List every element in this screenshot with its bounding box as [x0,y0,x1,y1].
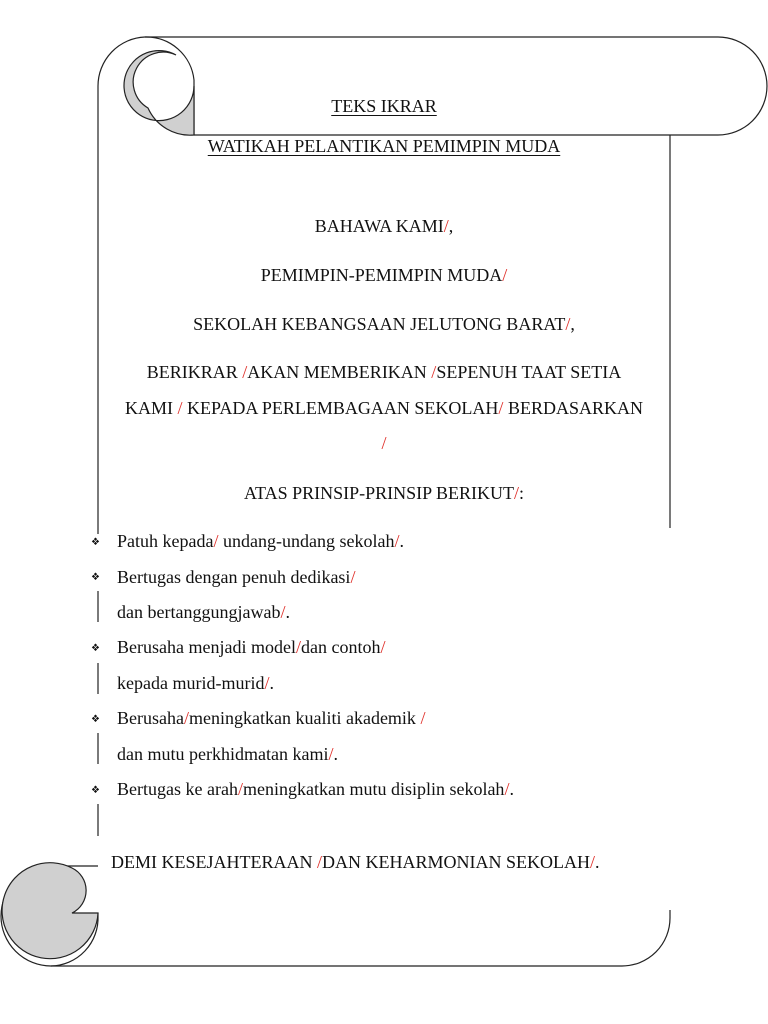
list-item [117,566,355,588]
pause-slash: / [213,531,219,551]
text-segment: dan mutu perkhidmatan kami [117,744,329,764]
pause-slash: / [565,314,571,334]
text-segment: BAHAWA KAMI [314,216,444,236]
pause-slash: / [381,433,387,453]
text-segment: undang-undang sekolah [218,531,395,551]
text-segment: AKAN MEMBERIKAN [247,362,432,382]
text-segment: DEMI KESEJAHTERAAN [111,852,317,872]
bullet-icon: ❖ [91,643,100,654]
text-segment: Berusaha [117,708,184,728]
list-item-continuation [117,743,338,765]
text-segment: Patuh kepada [117,531,214,551]
pledge-line [315,215,454,237]
text-segment: meningkatkan mutu disiplin sekolah [242,779,505,799]
pause-slash: / [502,265,508,285]
bullet-icon: ❖ [91,572,100,583]
text-segment: PEMIMPIN-PEMIMPIN MUDA [260,265,503,285]
pause-slash: / [431,362,437,382]
list-item [117,636,385,658]
bullet-icon: ❖ [91,537,100,548]
pause-slash: / [264,673,270,693]
pause-slash: / [420,708,426,728]
text-segment: KEPADA PERLEMBAGAAN SEKOLAH [182,398,499,418]
list-item [117,778,514,800]
text-segment: dan bertanggungjawab [117,602,281,622]
text-segment: Berusaha menjadi model [117,637,296,657]
text-segment: ATAS PRINSIP-PRINSIP BERIKUT [244,483,514,503]
pause-slash: / [394,531,400,551]
pledge-line [261,264,508,286]
pause-slash: / [317,852,323,872]
text-segment: BERIKRAR [146,362,243,382]
text-segment: SEPENUH TAAT SETIA [436,362,622,382]
pause-slash: / [237,779,243,799]
text-segment: kepada murid-murid [117,673,265,693]
pause-slash: / [183,708,189,728]
pause-slash: / [443,216,449,236]
pause-slash: / [280,602,286,622]
text-segment: SEKOLAH KEBANGSAAN JELUTONG BARAT [193,314,566,334]
pledge-line [147,361,621,383]
bullet-icon: ❖ [91,714,100,725]
text-segment: . [285,602,290,622]
pause-slash: / [380,637,386,657]
text-segment: BERDASARKAN [503,398,643,418]
scroll-top-curl-shade [124,51,194,136]
bullet-icon: ❖ [91,785,100,796]
text-segment: Bertugas ke arah [117,779,238,799]
pledge-line [125,397,643,419]
scroll-bottom-curl-shade [2,863,98,959]
pause-slash: / [590,852,596,872]
list-item [117,707,425,729]
text-segment: . [509,779,514,799]
pledge-line [244,482,524,504]
text-segment: DAN KEHARMONIAN SEKOLAH [322,852,591,872]
pause-slash: / [513,483,519,503]
list-item [117,530,404,552]
text-segment: dan contoh [300,637,381,657]
list-item-continuation [117,672,274,694]
scroll-top-roll [145,37,767,135]
pause-slash: / [504,779,510,799]
text-segment: , [570,314,575,334]
text-segment: . [269,673,274,693]
text-segment: Bertugas dengan penuh dedikasi [117,567,351,587]
text-segment: . [333,744,338,764]
text-segment: . [399,531,404,551]
text-segment: KAMI [125,398,178,418]
list-item-continuation [117,601,290,623]
text-segment: , [448,216,454,236]
pledge-line [381,432,386,454]
document-subtitle: WATIKAH PELANTIKAN PEMIMPIN MUDA [207,136,561,156]
text-segment: : [518,483,524,503]
text-segment: . [595,852,600,872]
pause-slash: / [177,398,183,418]
pledge-line [193,313,575,335]
document-title: TEKS IKRAR [331,96,437,116]
pause-slash: / [498,398,504,418]
pause-slash: / [350,567,356,587]
text-segment: meningkatkan kualiti akademik [189,708,421,728]
pause-slash: / [295,637,301,657]
pause-slash: / [242,362,248,382]
closing-line [111,851,600,873]
pause-slash: / [328,744,334,764]
